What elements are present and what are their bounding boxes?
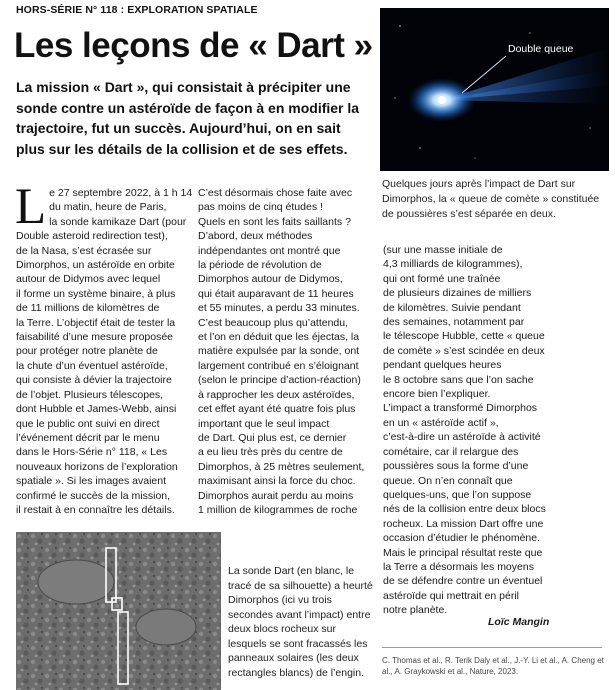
boulder [38,560,114,604]
drop-cap: L [15,179,47,235]
article-column-2 [198,186,370,517]
double-tail-label: Double queue [508,43,574,55]
dimorphos-surface-photo [16,532,221,690]
author-signature: Loïc Mangin [488,616,550,628]
comet-tail-photo [380,8,609,171]
comet-tail-caption: Quelques jours après l’impact de Dart sur Dimorphos, la « queue de comète » constituée de poussières s’est séparée en deux. [382,178,600,220]
article-lede: La mission « Dart », qui consistait à précipiter une sonde contre un astéroïde de façon à en modifier la trajectoire, fut un succès. Aujourd’hui, on en sait plus sur les détails de la collision et de ses effets. [16,79,360,157]
references-divider [382,647,602,648]
article-column-1 [15,179,193,517]
dimorphos-caption: La sonde Dart (en blanc, le tracé de sa silhouette) a heurté Dimorphos (ici vu trois secondes avant l’impact) entre deux blocs rocheux sur lesquels se sont fracassés les panneaux solaires (les deux rectangles blancs) de l’engin. [228,565,373,679]
paragraph: (sur une masse initiale de 4,3 milliards de kilogrammes), qui ont formé une traînée de plusieurs dizaines de milliers de kilomètres. Suivie pendant des semaines, notamment par le télescope Hubble, cette « queue de comète » s’est scindée en deux pendant quelques heures le 8 octobre sans que l’on sache encore bien l’expliquer. L’impact a transformé Dimorphos en un « astéroïde actif », c’est-à-dire un astéroïde à activité cométaire, car il relargue des poussières sous la forme d’une queue. On n’en connaît que quelques-uns, que l’on suppose nés de la collision entre deux blocs rocheux. La mission Dart offre une occasion d’étudier le phénomène. Mais le principal résultat reste que la Terre a désormais les moyens de se défendre contre un éventuel astéroïde qui mettrait en péril notre planète. [383,244,546,617]
boulder [136,609,196,645]
article-title: Les leçons de « Dart » [14,26,373,65]
article-column-3 [383,243,603,618]
paragraph: C’est désormais chose faite avec pas moins de cinq études ! Quels en sont les faits saillants ? D’abord, deux méthodes indépendantes ont montré que la période de révolution de Dimorphos autour de Didymos, qui était auparavant de 11 heures et 55 minutes, a perdu 33 minutes. C’est beaucoup plus qu’attendu, et l’on en déduit que les éjectas, la matière expulsée par la sonde, ont largement contribué en s’éloignant (selon le principe d’action-réaction) à rapprocher les deux astéroïdes, cet effet ayant été quatre fois plus important que le seul impact de Dart. Qui plus est, ce dernier a eu lieu très près du centre de Dimorphos, à 25 mètres seulement, maximisant ainsi la force du choc. Dimorphos aurait perdu au moins 1 million de kilogrammes de roche [198,187,365,516]
paragraph: e 27 septembre 2022, à 1 h 14 du matin, heure de Paris, la sonde kamikaze Dart (pour Double asteroid redirection test), de la Nasa, s’est écrasée sur Dimorphos, un astéroïde en orbite autour de Didymos avec lequel il forme un système binaire, à plus de 11 millions de kilomètres de la Terre. L’objectif était de tester la faisabilité d’une mesure proposée pour protéger notre planète de la chute d’un éventuel astéroïde, qui consiste à dévier la trajectoire de l’objet. Plusieurs télescopes, dont Hubble et James-Webb, ainsi que le public ont suivi en direct l’événement décrit par le menu dans le Hors-Série n° 118, « Les nouveaux horizons de l’exploration spatiale ». Si les images avaient confirmé le succès de la mission, il restait à en connaître les détails. [16,187,193,516]
section-kicker: HORS-SÉRIE N° 118 : EXPLORATION SPATIALE [16,4,258,16]
references: C. Thomas et al., R. Terik Daly et al., J.-Y. Li et al., A. Cheng et al., A. Graykowski et al., Nature, 2023. [382,656,604,676]
